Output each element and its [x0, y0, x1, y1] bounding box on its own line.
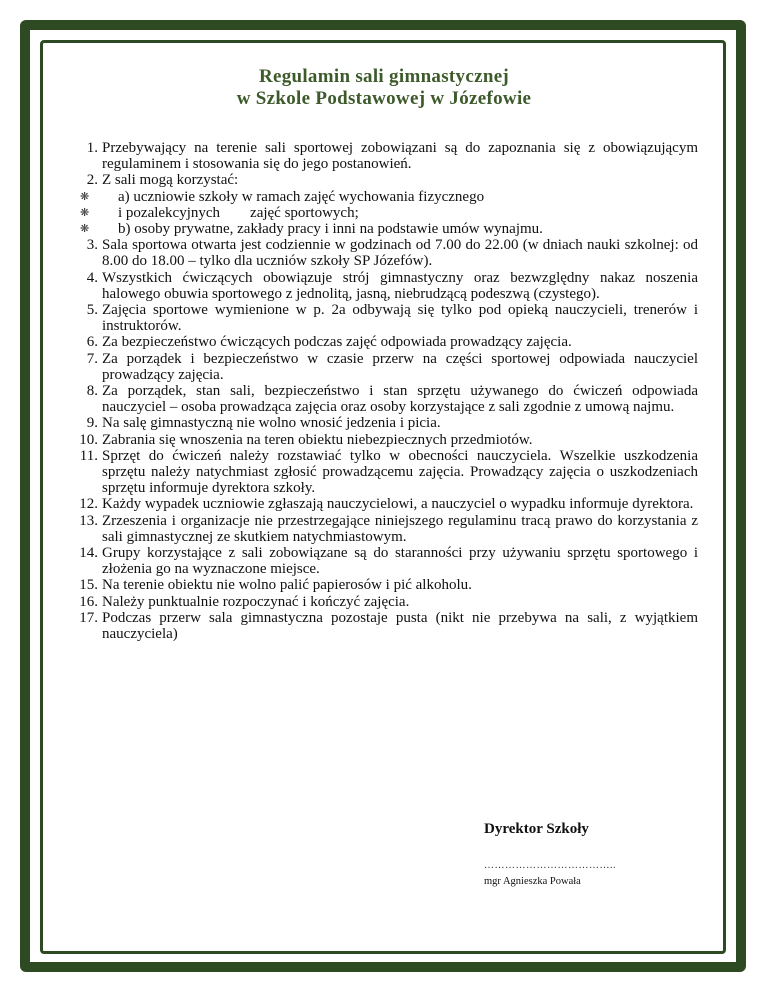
rule-text: Na salę gimnastyczną nie wolno wnosić jedzenia i picia. [102, 415, 441, 432]
rule-6 [66, 334, 698, 350]
rule-text: Wszystkich ćwiczących obowiązuje strój gimnastyczny oraz bezwzględny nakaz noszenia halowego obuwia sportowego z jednolitą, jasną, niebrudzącą podeszwą (czystego). [102, 269, 698, 302]
signature-line: ……………………………….. [484, 860, 616, 871]
subitem-text: b) osoby prywatne, zakłady pracy i inni na podstawie umów wynajmu. [118, 221, 543, 238]
rule-4 [66, 270, 698, 302]
signatory-name: mgr Agnieszka Powała [484, 876, 581, 887]
rule-8 [66, 383, 698, 415]
rule-text: Za porządek, stan sali, bezpieczeństwo i stan sprzętu używanego do ćwiczeń odpowiada nauczyciel – osoba prowadząca zajęcia oraz osoby korzystające z sali zgodnie z umową najmu. [102, 383, 698, 416]
rule-number: 12. [79, 496, 98, 513]
subitem-text: i pozalekcyjnych zajęć sportowych; [118, 204, 359, 221]
rule-number: 17. [79, 609, 98, 626]
rule-11 [66, 448, 698, 497]
rule-number: 13. [79, 512, 98, 529]
asterisk-bullet-icon: ❋ [80, 223, 90, 236]
rule-7 [66, 351, 698, 383]
rule-text: Za porządek i bezpieczeństwo w czasie przerw na części sportowej odpowiada nauczyciel prowadzący zajęcia. [102, 350, 698, 383]
rule-text: Przebywający na terenie sali sportowej zobowiązani są do zapoznania się z obowiązującym regulaminem i stosowania się do jego postanowień. [102, 140, 698, 173]
rule-number: 3. [86, 237, 98, 254]
rule-number: 1. [86, 140, 98, 156]
rule-number: 6. [86, 334, 98, 351]
rule-9 [66, 415, 698, 431]
asterisk-bullet-icon: ❋ [80, 206, 90, 219]
asterisk-bullet-icon: ❋ [80, 190, 90, 203]
rule-2-subitem [66, 205, 698, 221]
rule-number: 5. [86, 302, 98, 319]
signature-title: Dyrektor Szkoły [484, 821, 589, 837]
rule-number: 8. [86, 383, 98, 400]
rule-5 [66, 302, 698, 334]
rule-text: Zajęcia sportowe wymienione w p. 2a odbywają się tylko pod opieką nauczycieli, trenerów i instruktorów. [102, 302, 698, 335]
rule-number: 16. [79, 593, 98, 610]
rule-number: 15. [79, 577, 98, 594]
rule-16 [66, 594, 698, 610]
rule-text: Zrzeszenia i organizacje nie przestrzegające niniejszego regulaminu tracą prawo do korzystania z sali gimnastycznej ze skutkiem natychmiastowym. [102, 512, 698, 545]
rule-number: 7. [86, 350, 98, 367]
rule-text: Sprzęt do ćwiczeń należy rozstawiać tylko w obecności nauczyciela. Wszelkie uszkodzenia sprzętu należy natychmiast zgłosić prowadzącemu zajęcia. Prowadzący zajęcia o uszkodzeniach sprzętu informuje dyrektora szkoły. [102, 447, 698, 497]
rule-3 [66, 237, 698, 269]
rule-text: Zabrania się wnoszenia na teren obiektu niebezpiecznych przedmiotów. [102, 431, 533, 448]
document-title-line-2: w Szkole Podstawowej w Józefowie [236, 88, 532, 109]
rule-text: Sala sportowa otwarta jest codziennie w godzinach od 7.00 do 22.00 (w dniach nauki szkolnej: od 8.00 do 18.00 – tylko dla uczniów szkoły SP Józefów). [102, 237, 698, 270]
rule-text: Grupy korzystające z sali zobowiązane są do staranności przy używaniu sprzętu sportowego i złożenia go na wyznaczone miejsce. [102, 545, 698, 578]
rule-text: Należy punktualnie rozpoczynać i kończyć zajęcia. [102, 593, 410, 610]
rule-number: 11. [79, 447, 98, 464]
rule-number: 10. [79, 431, 98, 448]
rule-text: Każdy wypadek uczniowie zgłaszają nauczycielowi, a nauczyciel o wypadku informuje dyrektora. [102, 496, 694, 513]
rule-text: Za bezpieczeństwo ćwiczących podczas zajęć odpowiada prowadzący zajęcia. [102, 334, 572, 351]
rule-number: 14. [79, 545, 98, 562]
rule-2-subitem [66, 189, 698, 205]
rule-17 [66, 610, 698, 642]
rule-2-subitem [66, 221, 698, 237]
rule-text: Podczas przerw sala gimnastyczna pozostaje pusta (nikt nie przebywa na sali, z wyjątkiem nauczyciela) [102, 609, 698, 643]
rule-number: 2. [86, 172, 98, 189]
rules-list [66, 140, 698, 642]
rule-10 [66, 432, 698, 448]
rule-number: 9. [86, 415, 98, 432]
rule-14 [66, 545, 698, 577]
rule-12 [66, 496, 698, 512]
rule-15 [66, 577, 698, 593]
rule-text: Na terenie obiektu nie wolno palić papierosów i pić alkoholu. [102, 577, 472, 594]
rule-1 [66, 140, 698, 172]
signature-block [484, 820, 704, 888]
rule-text: Z sali mogą korzystać: [102, 172, 239, 189]
rule-13 [66, 513, 698, 545]
rule-2 [66, 172, 698, 188]
document-title-line-1: Regulamin sali gimnastycznej [258, 66, 510, 87]
rule-number: 4. [86, 269, 98, 286]
subitem-text: a) uczniowie szkoły w ramach zajęć wychowania fizycznego [118, 188, 485, 205]
